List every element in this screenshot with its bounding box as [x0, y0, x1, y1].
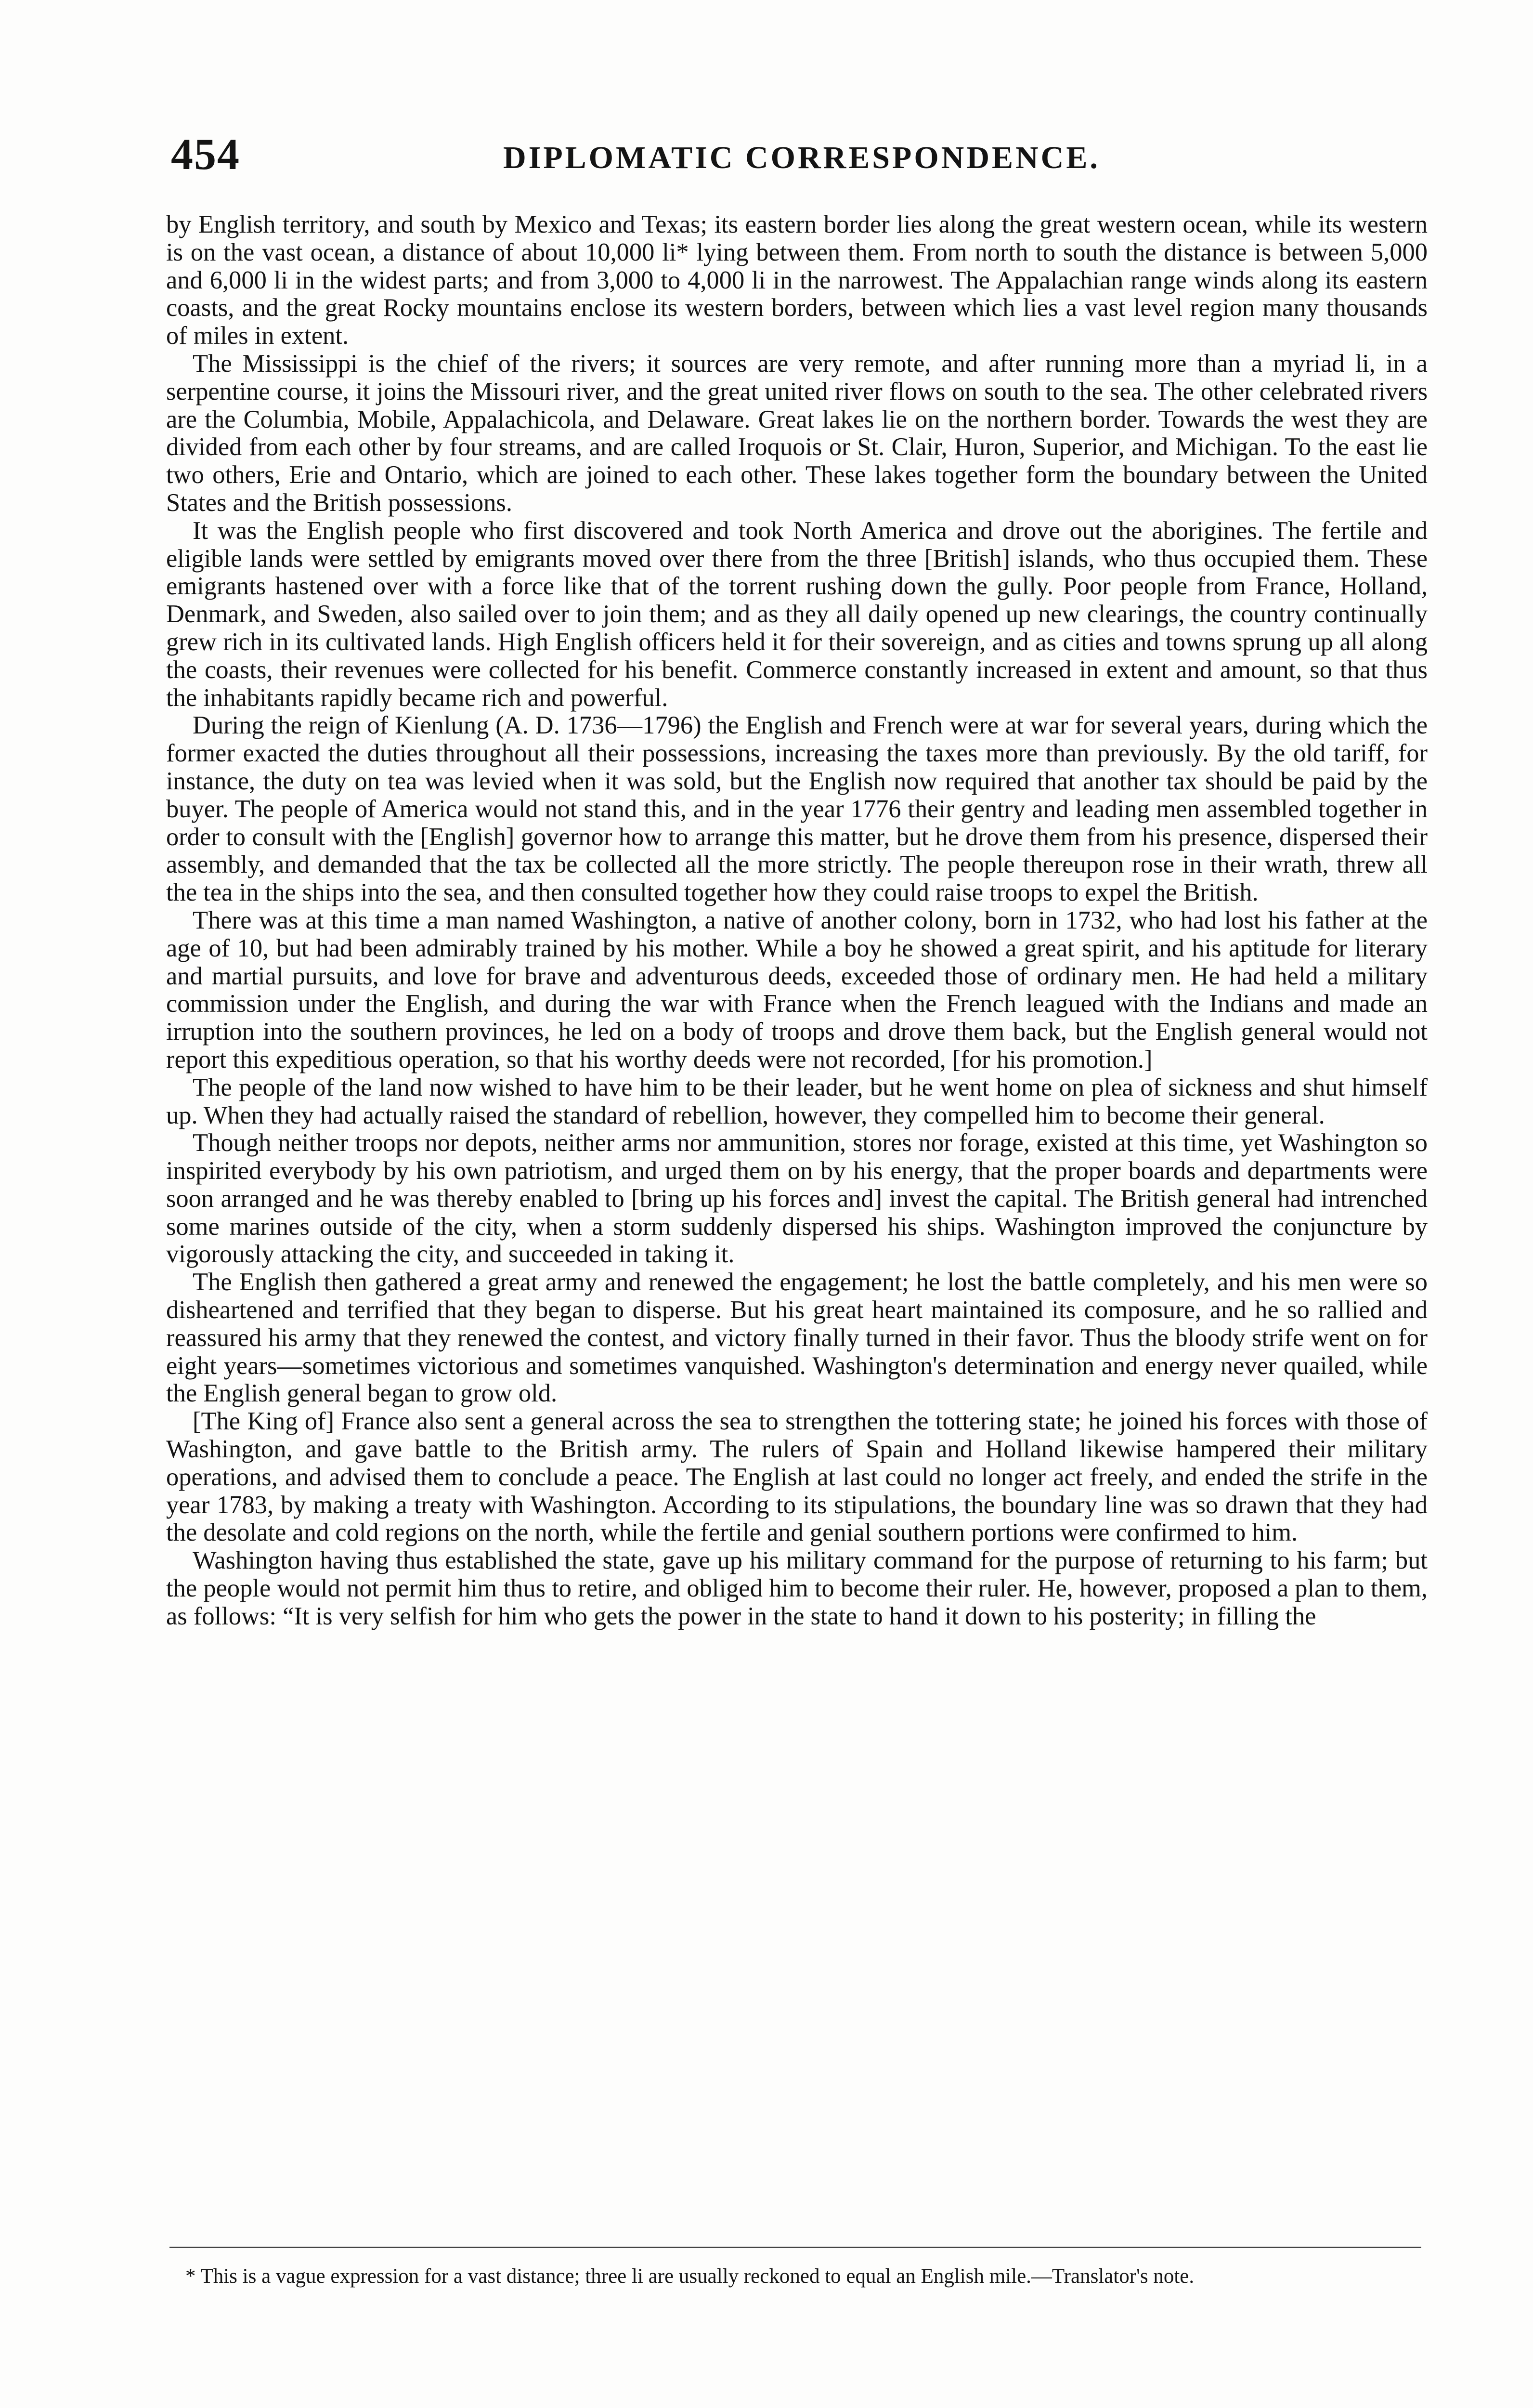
- paragraph: It was the English people who first discovered and took North America and drove out the aborigines. The fertile and eligible lands were settled by emigrants moved over there from the three [British] islands, who thus occupied them. These emigrants hastened over with a force like that of the torrent rushing down the gully. Poor people from France, Holland, Denmark, and Sweden, also sailed over to join them; and as they all daily opened up new clearings, the country continually grew rich in its cultivated lands. High English officers held it for their sovereign, and as cities and towns sprung up all along the coasts, their revenues were collected for his benefit. Commerce constantly increased in extent and amount, so that thus the inhabitants rapidly became rich and powerful.: [166, 516, 1428, 712]
- body-text: [166, 211, 1428, 1631]
- footnote-divider: [169, 2247, 1421, 2248]
- page-number: 454: [171, 130, 240, 179]
- paragraph: [The King of] France also sent a general across the sea to strengthen the tottering state; he joined his forces with those of Washington, and gave battle to the British army. The rulers of Spain and Holland likewise hampered their military operations, and advised them to conclude a peace. The English at last could no longer act freely, and ended the strife in the year 1783, by making a treaty with Washington. According to its stipulations, the boundary line was so drawn that they had the desolate and cold regions on the north, while the fertile and genial southern portions were confirmed to him.: [166, 1407, 1428, 1547]
- paragraph: The English then gathered a great army and renewed the engagement; he lost the battle completely, and his men were so disheartened and terrified that they began to disperse. But his great heart maintained its composure, and he so rallied and reassured his army that they renewed the contest, and victory finally turned in their favor. Thus the bloody strife went on for eight years—sometimes victorious and sometimes vanquished. Washington's determination and energy never quailed, while the English general began to grow old.: [166, 1268, 1428, 1408]
- paragraph: by English territory, and south by Mexico and Texas; its eastern border lies along the great western ocean, while its western is on the vast ocean, a distance of about 10,000 li* lying between them. From north to south the distance is between 5,000 and 6,000 li in the widest parts; and from 3,000 to 4,000 li in the narrowest. The Appalachian range winds along its eastern coasts, and the great Rocky mountains enclose its western borders, between which lies a vast level region many thousands of miles in extent.: [166, 210, 1428, 350]
- paragraph: There was at this time a man named Washington, a native of another colony, born in 1732, who had lost his father at the age of 10, but had been admirably trained by his mother. While a boy he showed a great spirit, and his aptitude for literary and martial pursuits, and love for brave and adventurous deeds, exceeded those of ordinary men. He had held a military commission under the English, and during the war with France when the French leagued with the Indians and made an irruption into the southern provinces, he led on a body of troops and drove them back, but the English general would not report this expeditious operation, so that his worthy deeds were not recorded, [for his promotion.]: [166, 906, 1428, 1073]
- page-header: [171, 130, 1403, 183]
- running-title: DIPLOMATIC CORRESPONDENCE.: [503, 140, 1100, 175]
- paragraph: The Mississippi is the chief of the rivers; it sources are very remote, and after running more than a myriad li, in a serpentine course, it joins the Missouri river, and the great united river flows on south to the sea. The other celebrated rivers are the Columbia, Mobile, Appalachicola, and Delaware. Great lakes lie on the northern border. Towards the west they are divided from each other by four streams, and are called Iroquois or St. Clair, Huron, Superior, and Michigan. To the east lie two others, Erie and Ontario, which are joined to each other. These lakes together form the boundary between the United States and the British possessions.: [166, 349, 1428, 517]
- paragraph: Though neither troops nor depots, neither arms nor ammunition, stores nor forage, existed at this time, yet Washington so inspirited everybody by his own patriotism, and urged them on by his energy, that the proper boards and departments were soon arranged and he was thereby enabled to [bring up his forces and] invest the capital. The British general had intrenched some marines outside of the city, when a storm suddenly dispersed his ships. Washington improved the conjuncture by vigorously attacking the city, and succeeded in taking it.: [166, 1129, 1428, 1269]
- footnote: [166, 2264, 1428, 2289]
- footnote-text: * This is a vague expression for a vast distance; three li are usually reckoned to equal an English mile.—Translator's note.: [185, 2265, 1195, 2288]
- paragraph: Washington having thus established the state, gave up his military command for the purpose of returning to his farm; but the people would not permit him thus to retire, and obliged him to become their ruler. He, however, proposed a plan to them, as follows: “It is very selfish for him who gets the power in the state to hand it down to his posterity; in filling the: [166, 1546, 1428, 1630]
- paragraph: The people of the land now wished to have him to be their leader, but he went home on plea of sickness and shut himself up. When they had actually raised the standard of rebellion, however, they compelled him to become their general.: [166, 1073, 1428, 1129]
- paragraph: During the reign of Kienlung (A. D. 1736—1796) the English and French were at war for several years, during which the former exacted the duties throughout all their possessions, increasing the taxes more than previously. By the old tariff, for instance, the duty on tea was levied when it was sold, but the English now required that another tax should be paid by the buyer. The people of America would not stand this, and in the year 1776 their gentry and leading men assembled together in order to consult with the [English] governor how to arrange this matter, but he drove them from his presence, dispersed their assembly, and demanded that the tax be collected all the more strictly. The people thereupon rose in their wrath, threw all the tea in the ships into the sea, and then consulted together how they could raise troops to expel the British.: [166, 711, 1428, 907]
